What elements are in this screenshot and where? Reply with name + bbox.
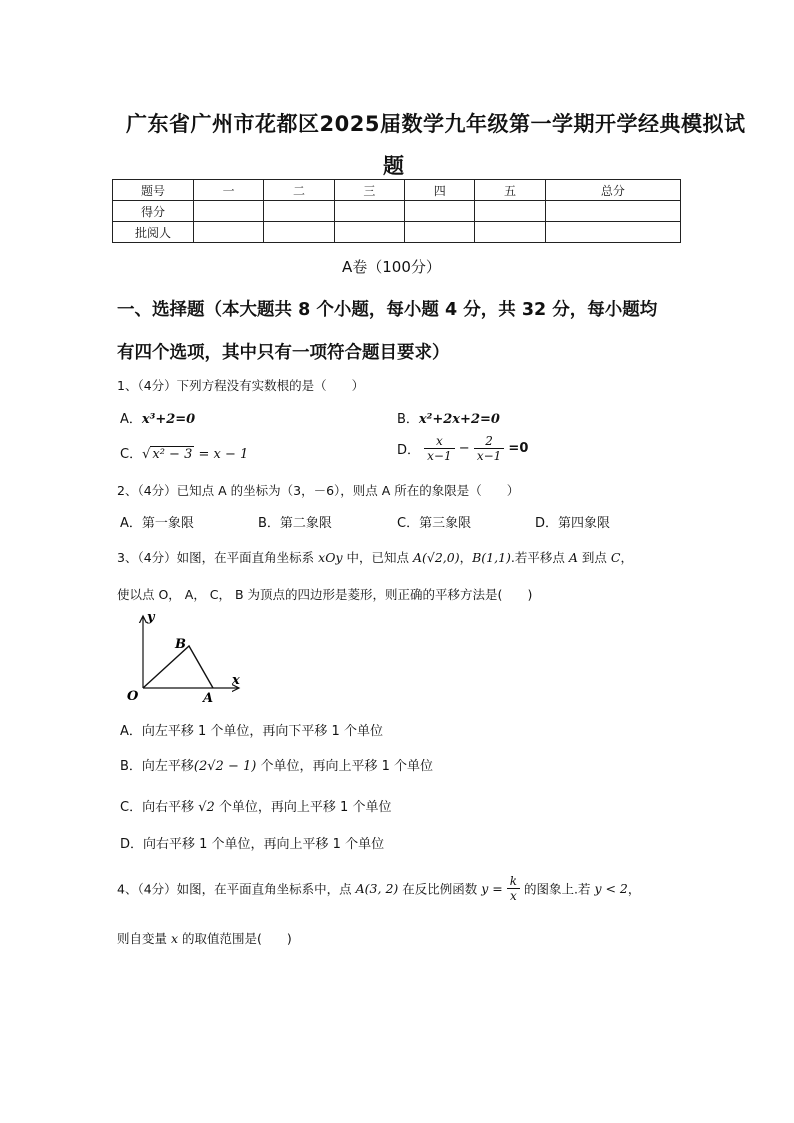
score-cell[interactable] <box>194 201 264 222</box>
stem-text: 3、（4分）如图，在平面直角坐标系 <box>117 550 319 565</box>
stem-text: ， <box>459 550 473 565</box>
stem-text: 的图象上.若 <box>520 881 595 897</box>
score-table-header-cell: 五 <box>475 180 545 201</box>
score-row-label: 得分 <box>113 201 194 222</box>
denominator: x−1 <box>476 449 502 463</box>
score-table-row <box>113 222 681 243</box>
question-3-option-c[interactable] <box>120 796 391 815</box>
score-table-header-cell: 题号 <box>113 180 194 201</box>
question-1-option-b[interactable] <box>397 408 500 427</box>
score-cell[interactable] <box>334 201 404 222</box>
score-cell[interactable] <box>264 222 334 243</box>
option-text: x²+2x+2=0 <box>418 412 500 427</box>
question-3-option-b[interactable] <box>120 755 433 774</box>
denominator: x−1 <box>427 449 452 463</box>
option-label: C． <box>120 447 143 462</box>
stem-math: y = <box>481 881 503 896</box>
score-table-row <box>113 201 681 222</box>
question-1-option-a[interactable] <box>120 408 195 427</box>
option-text: x³+2=0 <box>141 412 196 427</box>
numerator: k <box>507 874 520 889</box>
score-table-header-cell: 总分 <box>545 180 680 201</box>
question-4-stem-line-1 <box>117 874 640 903</box>
stem-text: 在反比例函数 <box>398 881 482 897</box>
score-table-header-cell: 四 <box>405 180 475 201</box>
option-label: D． <box>397 443 421 458</box>
stem-text: 到点 <box>577 550 611 565</box>
question-3-stem-line-2: 使以点 O， A， C， B 为顶点的四边形是菱形，则正确的平移方法是( ) <box>117 587 533 602</box>
score-cell[interactable] <box>545 222 680 243</box>
stem-text: 则自变量 <box>117 931 171 946</box>
minus-sign: − <box>458 441 470 456</box>
numerator: 2 <box>474 434 504 449</box>
fraction <box>507 874 520 903</box>
option-text: = x − 1 <box>194 447 249 462</box>
fraction <box>474 434 504 463</box>
radicand: x² − 3 <box>152 447 193 462</box>
sqrt-icon: √ <box>142 447 151 462</box>
question-2-option-c[interactable]: C．第三象限 <box>397 516 472 531</box>
score-cell[interactable] <box>194 222 264 243</box>
stem-math: A(3, 2) <box>355 881 399 896</box>
score-table-header-cell: 二 <box>264 180 334 201</box>
stem-math: y < 2 <box>594 881 628 896</box>
option-math: (2√2 − 1) <box>193 759 257 774</box>
stem-math: C <box>610 550 621 565</box>
volume-label: A卷（100分） <box>342 258 441 276</box>
stem-text: 中，已知点 <box>342 550 413 565</box>
question-2-option-a[interactable]: A．第一象限 <box>120 516 194 531</box>
question-1-stem: 1、（4分）下列方程没有实数根的是（ ） <box>117 378 365 393</box>
equals-zero: =0 <box>508 441 529 456</box>
score-row-label: 批阅人 <box>113 222 194 243</box>
stem-text: ， <box>620 550 633 565</box>
option-text: 个单位，再向上平移 1 个单位 <box>214 800 392 815</box>
score-cell[interactable] <box>545 201 680 222</box>
score-cell[interactable] <box>475 201 545 222</box>
option-text: C．向右平移 <box>120 800 199 815</box>
y-axis-label: y <box>147 610 155 625</box>
stem-math: x <box>170 931 179 946</box>
stem-math: A <box>568 550 578 565</box>
question-3-option-a[interactable]: A．向左平移 1 个单位，再向下平移 1 个单位 <box>120 724 383 739</box>
score-cell[interactable] <box>405 201 475 222</box>
triangle-outline <box>143 646 213 688</box>
stem-math: xOy <box>318 550 343 565</box>
denominator: x <box>509 889 517 903</box>
origin-label: O <box>127 689 139 704</box>
score-table-header-cell: 三 <box>334 180 404 201</box>
option-text: 个单位，再向上平移 1 个单位 <box>256 759 433 774</box>
question-3-option-d[interactable]: D．向右平移 1 个单位，再向上平移 1 个单位 <box>120 837 385 852</box>
x-axis-label: x <box>232 673 240 688</box>
section-heading-line-2: 有四个选项，其中只有一项符合题目要求） <box>117 343 450 363</box>
section-heading-line-1: 一、选择题（本大题共 8 个小题，每小题 4 分，共 32 分，每小题均 <box>117 300 658 320</box>
question-1-option-c[interactable] <box>120 443 248 462</box>
stem-text: 的取值范围是( ) <box>178 931 292 946</box>
score-table-header-cell: 一 <box>194 180 264 201</box>
stem-text: .若平移点 <box>510 550 569 565</box>
option-label: B． <box>397 412 419 427</box>
question-2-option-b[interactable]: B．第二象限 <box>258 516 332 531</box>
question-4-stem-line-2 <box>117 929 292 947</box>
point-b-label: B <box>175 637 186 652</box>
score-cell[interactable] <box>475 222 545 243</box>
numerator: x <box>424 434 454 449</box>
fraction <box>424 434 454 463</box>
option-text: B．向左平移 <box>120 759 194 774</box>
question-1-option-d[interactable] <box>397 434 528 463</box>
option-math: √2 <box>198 800 215 815</box>
score-table <box>112 179 681 243</box>
stem-text: 4、（4分）如图，在平面直角坐标系中，点 <box>117 881 356 897</box>
point-a-label: A <box>203 691 214 706</box>
stem-math: B(1,1) <box>472 550 511 565</box>
option-label: A． <box>120 412 142 427</box>
question-2-option-d[interactable]: D．第四象限 <box>535 516 611 531</box>
score-table-header-row <box>113 180 681 201</box>
stem-math: A(√2,0) <box>412 550 460 565</box>
question-3-stem-line-1 <box>117 548 633 566</box>
page-title-line-2: 题 <box>383 154 405 178</box>
question-2-stem: 2、（4分）已知点 A 的坐标为（3，－6），则点 A 所在的象限是（ ） <box>117 483 520 498</box>
score-cell[interactable] <box>405 222 475 243</box>
stem-text: ， <box>627 881 641 897</box>
question-3-coordinate-figure <box>117 608 247 708</box>
score-cell[interactable] <box>334 222 404 243</box>
score-cell[interactable] <box>264 201 334 222</box>
page-title-line-1: 广东省广州市花都区2025届数学九年级第一学期开学经典模拟试 <box>126 112 746 136</box>
